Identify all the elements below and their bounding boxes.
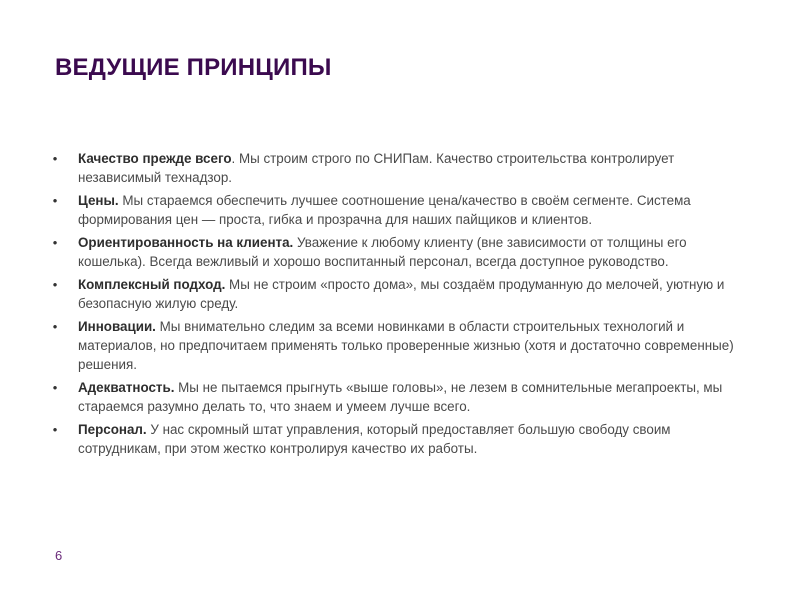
item-text: Уважение к любому клиенту (вне зависимости от толщины его кошелька). Всегда вежливый и хорошо воспитанный персонал, всегда доступное руководство. xyxy=(78,235,687,269)
item-text: Мы стараемся обеспечить лучшее соотношение цена/качество в своём сегменте. Система формирования цен — проста, гибка и прозрачна для наших пайщиков и клиентов. xyxy=(78,193,691,227)
principles-list xyxy=(48,149,748,462)
slide-title: ВЕДУЩИЕ ПРИНЦИПЫ xyxy=(55,54,332,81)
bullet-icon: • xyxy=(52,380,58,395)
item-text: Мы не пытаемся прыгнуть «выше головы», не лезем в сомнительные мегапроекты, мы стараемся разумно делать то, что знаем и умеем лучше всего. xyxy=(78,380,723,414)
item-heading: Качество прежде всего xyxy=(78,151,232,166)
list-item xyxy=(48,420,748,458)
item-heading: Цены. xyxy=(78,193,119,208)
item-heading: Ориентированность на клиента. xyxy=(78,235,294,250)
bullet-icon: • xyxy=(52,193,58,208)
list-item xyxy=(48,378,748,416)
bullet-icon: • xyxy=(52,422,58,437)
item-heading: Адекватность. xyxy=(78,380,175,395)
item-heading: Персонал. xyxy=(78,422,147,437)
bullet-icon: • xyxy=(52,277,58,292)
item-heading: Комплексный подход. xyxy=(78,277,226,292)
bullet-icon: • xyxy=(52,235,58,250)
list-item xyxy=(48,149,748,187)
list-item xyxy=(48,191,748,229)
item-heading: Инновации. xyxy=(78,319,156,334)
list-item xyxy=(48,233,748,271)
page-number: 6 xyxy=(55,548,63,563)
bullet-icon: • xyxy=(52,319,58,334)
item-text: Мы не строим «просто дома», мы создаём продуманную до мелочей, уютную и безопасную жилую среду. xyxy=(78,277,725,311)
list-item xyxy=(48,275,748,313)
list-item xyxy=(48,317,748,374)
bullet-icon: • xyxy=(52,151,58,166)
item-text: У нас скромный штат управления, который предоставляет большую свободу своим сотрудникам, при этом жестко контролируя качество их работы. xyxy=(78,422,671,456)
item-text: Мы внимательно следим за всеми новинками в области строительных технологий и материалов, но предпочитаем применять только проверенные жизнью (хотя и достаточно современные) решения. xyxy=(78,319,734,372)
item-text: . Мы строим строго по СНИПам. Качество строительства контролирует независимый технадзор. xyxy=(78,151,675,185)
